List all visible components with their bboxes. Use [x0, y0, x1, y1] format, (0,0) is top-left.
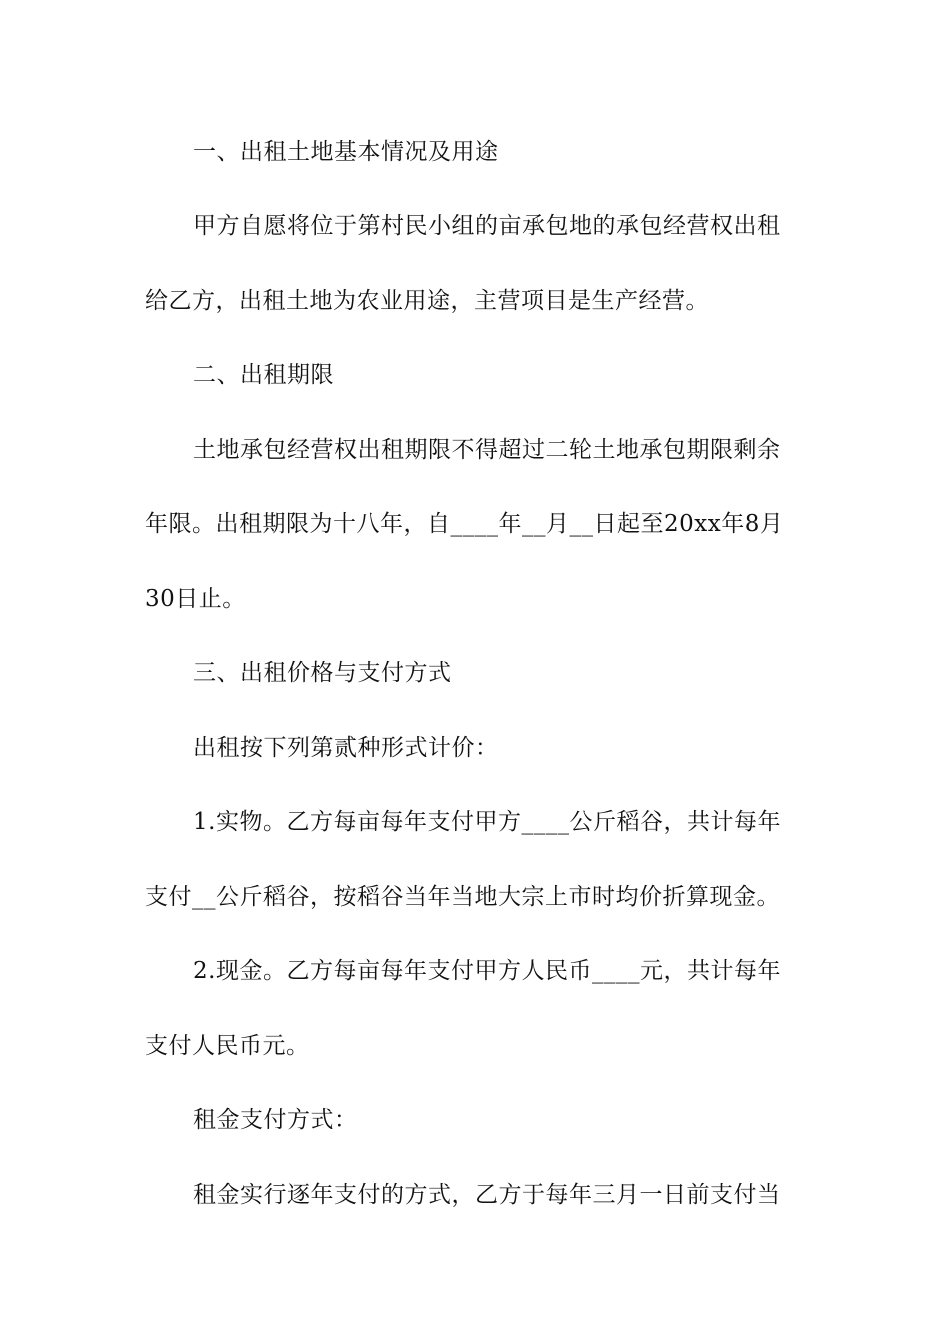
paragraph-line: 租金支付方式：	[193, 1107, 358, 1133]
paragraph-line: 租金实行逐年支付的方式，乙方于每年三月一日前支付当	[193, 1182, 781, 1208]
paragraph-line: 支付__公斤稻谷，按稻谷当年当地大宗上市时均价折算现金。	[145, 884, 780, 910]
paragraph-line: 给乙方，出租土地为农业用途，主营项目是生产经营。	[145, 288, 709, 314]
paragraph-line: 年限。出租期限为十八年，自____年__月__日起至20xx年8月	[145, 511, 784, 537]
paragraph-line: 出租按下列第贰种形式计价：	[193, 735, 499, 761]
section-heading-2: 二、出租期限	[193, 362, 334, 388]
paragraph-line: 2.现金。乙方每亩每年支付甲方人民币____元，共计每年	[193, 958, 781, 984]
paragraph-line: 30日止。	[145, 586, 246, 612]
paragraph-line: 甲方自愿将位于第村民小组的亩承包地的承包经营权出租	[193, 213, 781, 239]
paragraph-line: 土地承包经营权出租期限不得超过二轮土地承包期限剩余	[193, 437, 781, 463]
paragraph-line: 1.实物。乙方每亩每年支付甲方____公斤稻谷，共计每年	[193, 809, 781, 835]
section-heading-1: 一、出租土地基本情况及用途	[193, 139, 499, 165]
section-heading-3: 三、出租价格与支付方式	[193, 660, 452, 686]
paragraph-line: 支付人民币元。	[145, 1033, 310, 1059]
